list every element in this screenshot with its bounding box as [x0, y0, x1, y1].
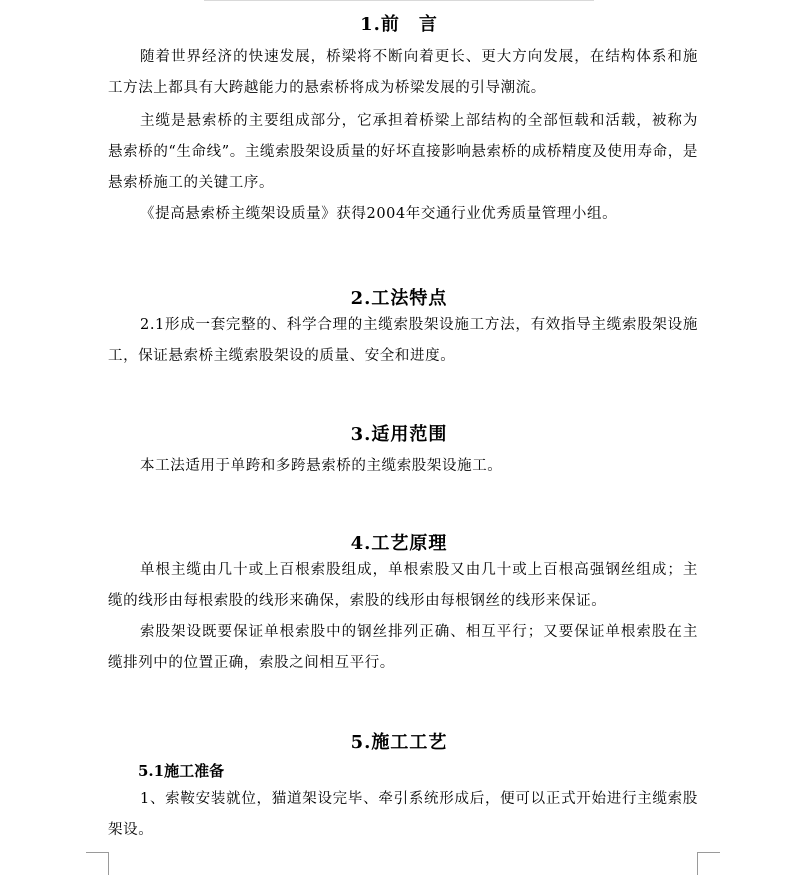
- paragraph: 单根主缆由几十或上百根索股组成，单根索股又由几十或上百根高强钢丝组成；主缆的线形由每根索股的线形来确保，索股的线形由每根钢丝的线形来保证。: [108, 562, 698, 609]
- section-heading-process: 5.施工工艺: [350, 732, 448, 753]
- section-heading-scope: 3.适用范围: [350, 424, 448, 445]
- header-rule: [204, 0, 594, 1]
- section-heading-principle: 4.工艺原理: [350, 533, 448, 554]
- section-heading-features: 2.工法特点: [350, 288, 448, 309]
- margin-corner-mark-right: [697, 852, 720, 875]
- paragraph: 随着世界经济的快速发展，桥梁将不断向着更长、更大方向发展，在结构体系和施工方法上都具有大跨越能力的悬索桥将成为桥梁发展的引导潮流。: [108, 49, 698, 96]
- subsection-heading-preparation: 5.1施工准备: [138, 762, 225, 780]
- paragraph: 索股架设既要保证单根索股中的钢丝排列正确、相互平行；又要保证单根索股在主缆排列中的位置正确，索股之间相互平行。: [108, 624, 698, 671]
- paragraph: 本工法适用于单跨和多跨悬索桥的主缆索股架设施工。: [140, 458, 503, 474]
- margin-corner-mark-left: [86, 852, 109, 875]
- paragraph: 2.1形成一套完整的、科学合理的主缆索股架设施工方法，有效指导主缆索股架设施工，保证悬索桥主缆索股架设的质量、安全和进度。: [108, 317, 698, 364]
- paragraph: 《提高悬索桥主缆架设质量》获得2004年交通行业优秀质量管理小组。: [140, 206, 618, 222]
- paragraph: 1、索鞍安装就位，猫道架设完毕、牵引系统形成后，便可以正式开始进行主缆索股架设。: [108, 791, 698, 838]
- paragraph: 主缆是悬索桥的主要组成部分，它承担着桥梁上部结构的全部恒载和活载，被称为悬索桥的“生命线”。主缆索股架设质量的好坏直接影响悬索桥的成桥精度及使用寿命，是悬索桥施工的关键工序。: [108, 113, 698, 191]
- section-heading-preface: 1.前 言: [360, 14, 438, 35]
